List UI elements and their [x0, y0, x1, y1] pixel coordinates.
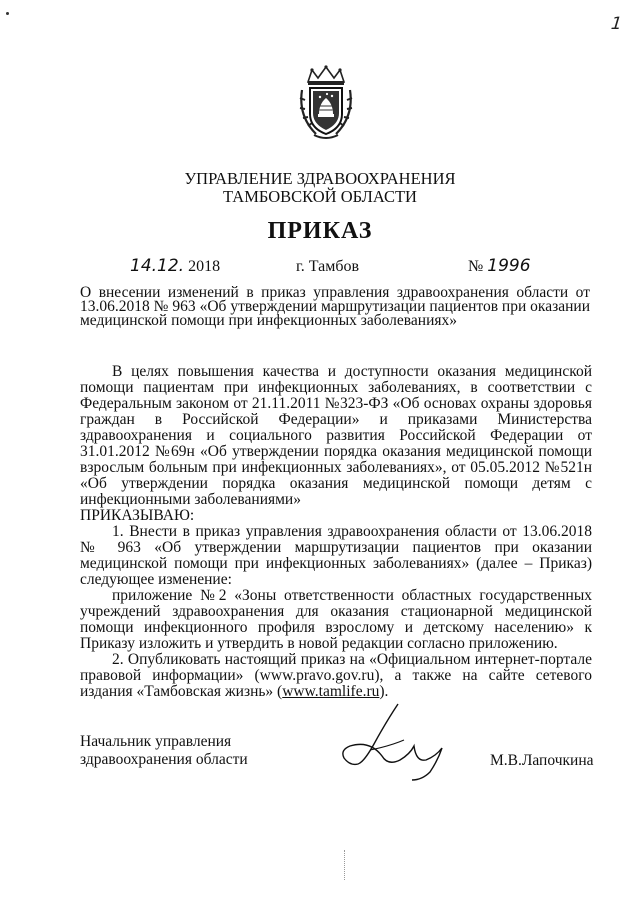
item-2-suffix: ).	[379, 683, 389, 700]
handwritten-date: 14.12.	[130, 256, 185, 276]
order-body	[80, 364, 592, 700]
order-number	[468, 256, 531, 276]
order-year: 2018	[188, 258, 221, 275]
order-word: ПРИКАЗЫВАЮ:	[80, 507, 195, 524]
number-label: №	[468, 258, 484, 275]
preamble-paragraph: В целях повышения качества и доступности оказания медицинской помощи пациентам при инфекционных заболеваниях, в соответствии с Федеральным законом от 21.11.2011 №323-ФЗ «Об основах охраны здоровья граждан в Российской Федерации» и приказами Министерства здравоохранения и социального развития Российской Федерации от 31.01.2012 №69н «Об утверждении порядка оказания медицинской помощи взрослым больным при инфекционных заболеваниях», от 05.05.2012 №521н «Об утверждении порядка оказания медицинской помощи детям с инфекционными заболеваниями»	[80, 363, 592, 508]
item-1-detail-paragraph: приложение №2 «Зоны ответственности областных государственных учреждений здравоохранения для оказания стационарной медицинской помощи инфекционного профиля взрослому и детскому населению» к Приказу изложить и утвердить в новой редакции согласно приложению.	[80, 587, 592, 652]
scan-artifact	[344, 850, 347, 880]
handwritten-signature	[330, 700, 460, 785]
item-2-paragraph	[80, 652, 592, 700]
handwritten-page-number: 1	[610, 14, 624, 34]
order-date	[130, 256, 220, 276]
handwritten-number: 1996	[487, 256, 531, 276]
order-city: г. Тамбов	[296, 258, 360, 275]
signatory-name: М.В.Лапочкина	[490, 752, 594, 769]
position-line2: здравоохранения области	[80, 751, 248, 768]
signatory-position	[80, 733, 248, 769]
org-name-line1: УПРАВЛЕНИЕ ЗДРАВООХРАНЕНИЯ	[184, 169, 456, 188]
order-subject: О внесении изменений в приказ управления здравоохранения области от 13.06.2018 № 963 «Об утверждении маршрутизации пациентов при оказании медицинской помощи при инфекционных заболеваниях»	[80, 284, 590, 329]
scan-dot	[6, 12, 9, 15]
coat-of-arms-icon	[296, 64, 356, 144]
document-title: ПРИКАЗ	[267, 218, 373, 244]
document-header	[0, 170, 640, 206]
item-1-paragraph: 1. Внести в приказ управления здравоохранения области от 13.06.2018 № 963 «Об утверждении маршрутизации пациентов при оказании медицинской помощи при инфекционных заболеваниях» (далее – Приказ) следующее изменение:	[80, 523, 592, 588]
position-line1: Начальник управления	[80, 733, 232, 750]
tamlife-link[interactable]: www.tamlife.ru	[282, 683, 380, 700]
org-name-line2: ТАМБОВСКОЙ ОБЛАСТИ	[223, 187, 417, 206]
item-2-text: 2. Опубликовать настоящий приказ на «Официальном интернет-портале правовой информации» (www.pravo.gov.ru), а также на сайте сетевого издания «Тамбовская жизнь» (	[80, 651, 592, 700]
